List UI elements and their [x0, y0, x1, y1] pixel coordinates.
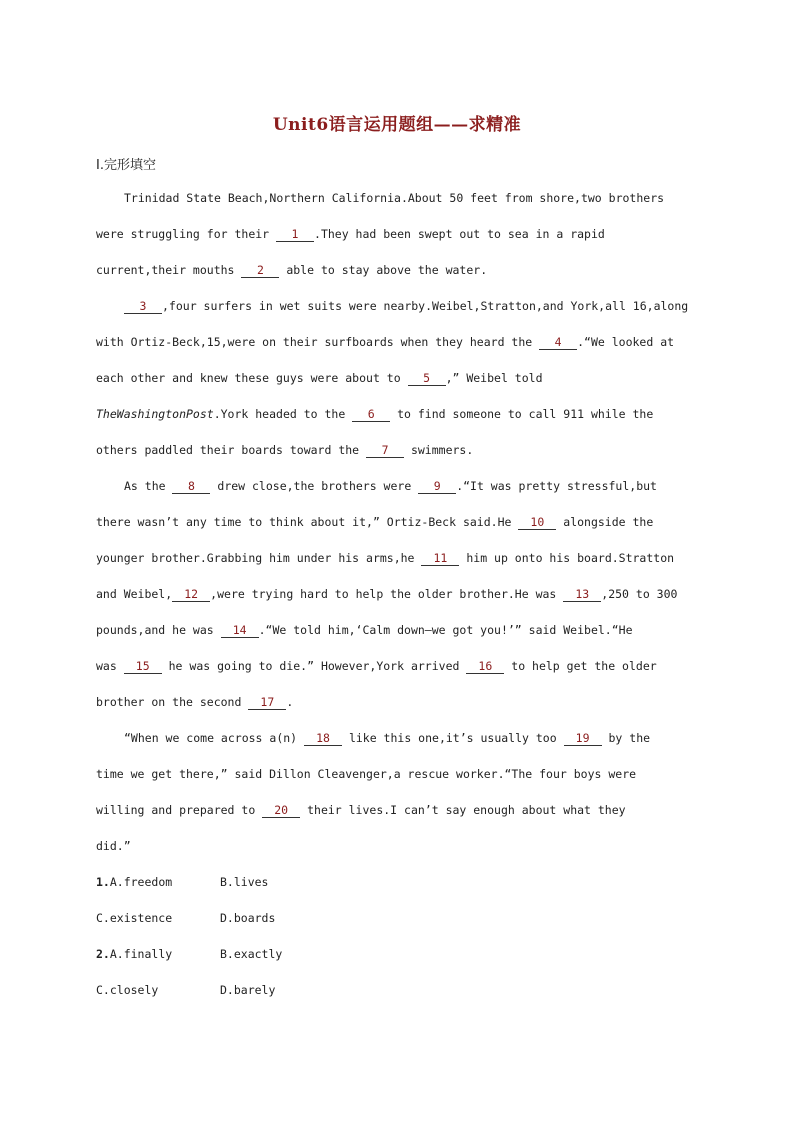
option-1b[interactable]: B.lives	[220, 875, 269, 889]
passage-line-5: with Ortiz-Beck,15,were on their surfboards when they heard the 4 .“We looked at	[96, 335, 675, 349]
passage-line-13: pounds,and he was 14 .“We told him,‘Calm down—we got you!’” said Weibel.“He	[96, 623, 633, 637]
option-2a[interactable]: A.finally	[109, 947, 173, 961]
answer-options	[96, 864, 696, 1008]
blank-11[interactable]: 11	[421, 551, 459, 566]
blank-6[interactable]: 6	[352, 407, 390, 422]
passage-line-9: As the 8 drew close,the brothers were 9 .“It was pretty stressful,but	[124, 479, 657, 493]
passage-line-16: “When we come across a(n) 18 like this one,it’s usually too 19 by the	[124, 731, 651, 745]
passage-line-6: each other and knew these guys were about to 5 ,” Weibel told	[96, 371, 543, 385]
option-2d[interactable]: D.barely	[220, 983, 276, 997]
passage-line-15: brother on the second 17 .	[96, 695, 294, 709]
blank-10[interactable]: 10	[518, 515, 556, 530]
question-2-row-2	[96, 972, 696, 1008]
passage-line-17: time we get there,” said Dillon Cleavenger,a rescue worker.“The four boys were	[96, 767, 637, 781]
passage-line-10: there wasn’t any time to think about it,” Ortiz-Beck said.He 10 alongside the	[96, 515, 654, 529]
blank-1[interactable]: 1	[276, 227, 314, 242]
passage-line-1: Trinidad State Beach,Northern California.About 50 feet from shore,two brothers	[124, 191, 665, 205]
page-title: Unit6语言运用题组——求精准	[272, 115, 522, 135]
passage-line-11: younger brother.Grabbing him under his arms,he 11 him up onto his board.Stratton	[96, 551, 675, 565]
option-2c[interactable]: C.closely	[96, 983, 159, 997]
option-1a[interactable]: A.freedom	[109, 875, 173, 889]
section-heading: Ⅰ.完形填空	[96, 158, 156, 173]
question-number-2: 2.	[96, 947, 110, 961]
blank-13[interactable]: 13	[563, 587, 601, 602]
question-number-1: 1.	[96, 875, 110, 889]
blank-4[interactable]: 4	[539, 335, 577, 350]
blank-5[interactable]: 5	[408, 371, 446, 386]
passage-line-19: did.”	[96, 839, 131, 853]
passage-line-18: willing and prepared to 20 their lives.I can’t say enough about what they	[96, 803, 626, 817]
blank-20[interactable]: 20	[262, 803, 300, 818]
blank-18[interactable]: 18	[304, 731, 342, 746]
option-1d[interactable]: D.boards	[220, 911, 276, 925]
passage-line-3: current,their mouths 2 able to stay above the water.	[96, 263, 488, 277]
blank-7[interactable]: 7	[366, 443, 404, 458]
passage-line-4: 3 ,four surfers in wet suits were nearby.Weibel,Stratton,and York,all 16,along	[96, 288, 696, 324]
blank-8[interactable]: 8	[172, 479, 210, 494]
passage-line-14: was 15 he was going to die.” However,York arrived 16 to help get the older	[96, 659, 657, 673]
blank-12[interactable]: 12	[172, 587, 210, 602]
blank-19[interactable]: 19	[564, 731, 602, 746]
blank-16[interactable]: 16	[466, 659, 504, 674]
blank-15[interactable]: 15	[124, 659, 162, 674]
option-2b[interactable]: B.exactly	[220, 947, 283, 961]
question-1-row-2	[96, 900, 696, 936]
passage-line-12: and Weibel, 12 ,were trying hard to help the older brother.He was 13 ,250 to 300	[96, 587, 678, 601]
blank-2[interactable]: 2	[241, 263, 279, 278]
question-1-row-1	[96, 864, 696, 900]
question-2-row-1	[96, 936, 696, 972]
passage-line-2: were struggling for their 1 .They had been swept out to sea in a rapid	[96, 227, 605, 241]
passage-line-8: others paddled their boards toward the 7 swimmers.	[96, 443, 474, 457]
option-1c[interactable]: C.existence	[96, 911, 173, 925]
blank-17[interactable]: 17	[248, 695, 286, 710]
blank-14[interactable]: 14	[221, 623, 259, 638]
passage-line-7: TheWashingtonPost.York headed to the 6 to find someone to call 911 while the	[96, 407, 654, 421]
newspaper-name: TheWashingtonPost	[96, 407, 214, 421]
blank-9[interactable]: 9	[418, 479, 456, 494]
passage	[96, 180, 696, 864]
blank-3[interactable]: 3	[124, 299, 162, 314]
